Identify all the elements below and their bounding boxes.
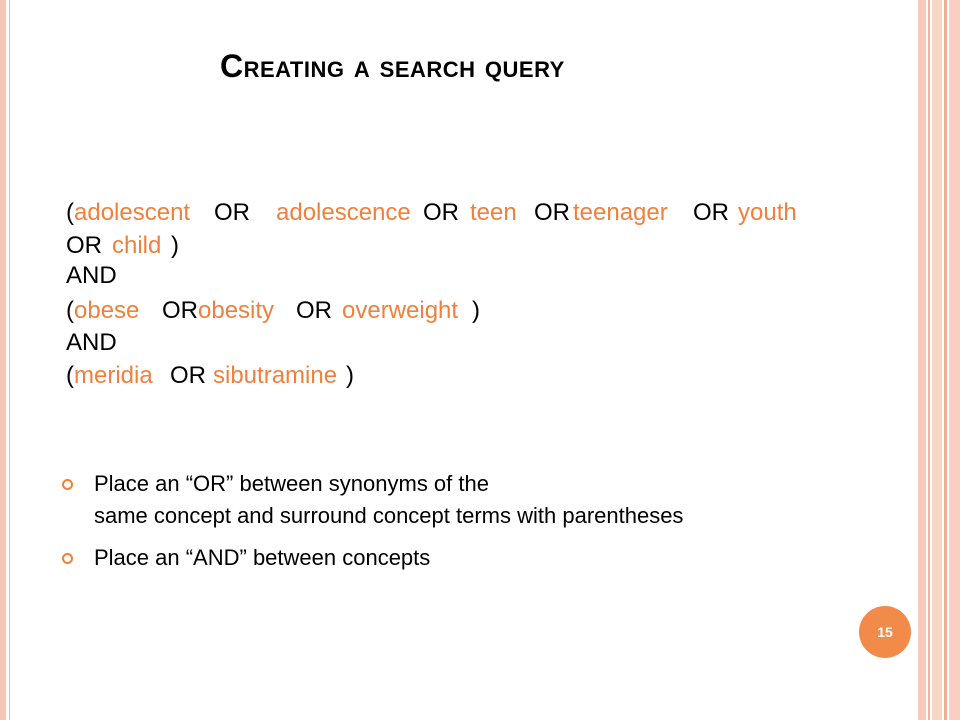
query-term: youth bbox=[738, 199, 797, 226]
bullet-circle-icon bbox=[62, 553, 73, 564]
close-paren: ) bbox=[472, 297, 480, 324]
left-frame-line bbox=[9, 0, 10, 720]
and-operator: AND bbox=[66, 329, 117, 356]
query-term: sibutramine bbox=[213, 362, 338, 389]
query-term: obese bbox=[74, 297, 140, 324]
bullet-text: Place an “OR” between synonyms of the bbox=[94, 471, 489, 496]
open-paren: ( bbox=[66, 297, 74, 324]
bullet-circle-icon bbox=[62, 479, 73, 490]
query-term: teenager bbox=[573, 199, 668, 226]
or-operator: OR bbox=[170, 362, 206, 389]
bullet-item bbox=[62, 468, 683, 532]
query-term: obesity bbox=[198, 297, 275, 324]
or-operator: OR bbox=[296, 297, 332, 324]
query-term: overweight bbox=[342, 297, 459, 324]
bullet-text: Place an “AND” between concepts bbox=[94, 545, 431, 570]
query-term: child bbox=[112, 232, 162, 259]
and-operator: AND bbox=[66, 262, 117, 289]
or-operator: OR bbox=[693, 199, 729, 226]
query-term: adolescence bbox=[276, 199, 411, 226]
query-term: adolescent bbox=[74, 199, 191, 226]
close-paren: ) bbox=[171, 232, 179, 259]
query-term: meridia bbox=[74, 362, 153, 389]
slide-title: Creating a search query bbox=[220, 48, 565, 84]
or-operator: OR bbox=[66, 232, 102, 259]
open-paren: ( bbox=[66, 199, 74, 226]
bullet-text: same concept and surround concept terms with parentheses bbox=[94, 503, 684, 528]
left-frame-border bbox=[0, 0, 6, 720]
query-term: teen bbox=[470, 199, 517, 226]
or-operator: OR bbox=[214, 199, 250, 226]
bullet-item bbox=[62, 542, 683, 574]
or-operator: OR bbox=[162, 297, 198, 324]
close-paren: ) bbox=[346, 362, 354, 389]
page-number-badge: 15 bbox=[859, 606, 911, 658]
or-operator: OR bbox=[534, 199, 570, 226]
right-frame-stripes bbox=[918, 0, 960, 720]
open-paren: ( bbox=[66, 362, 74, 389]
bullet-list bbox=[62, 468, 683, 574]
or-operator: OR bbox=[423, 199, 459, 226]
